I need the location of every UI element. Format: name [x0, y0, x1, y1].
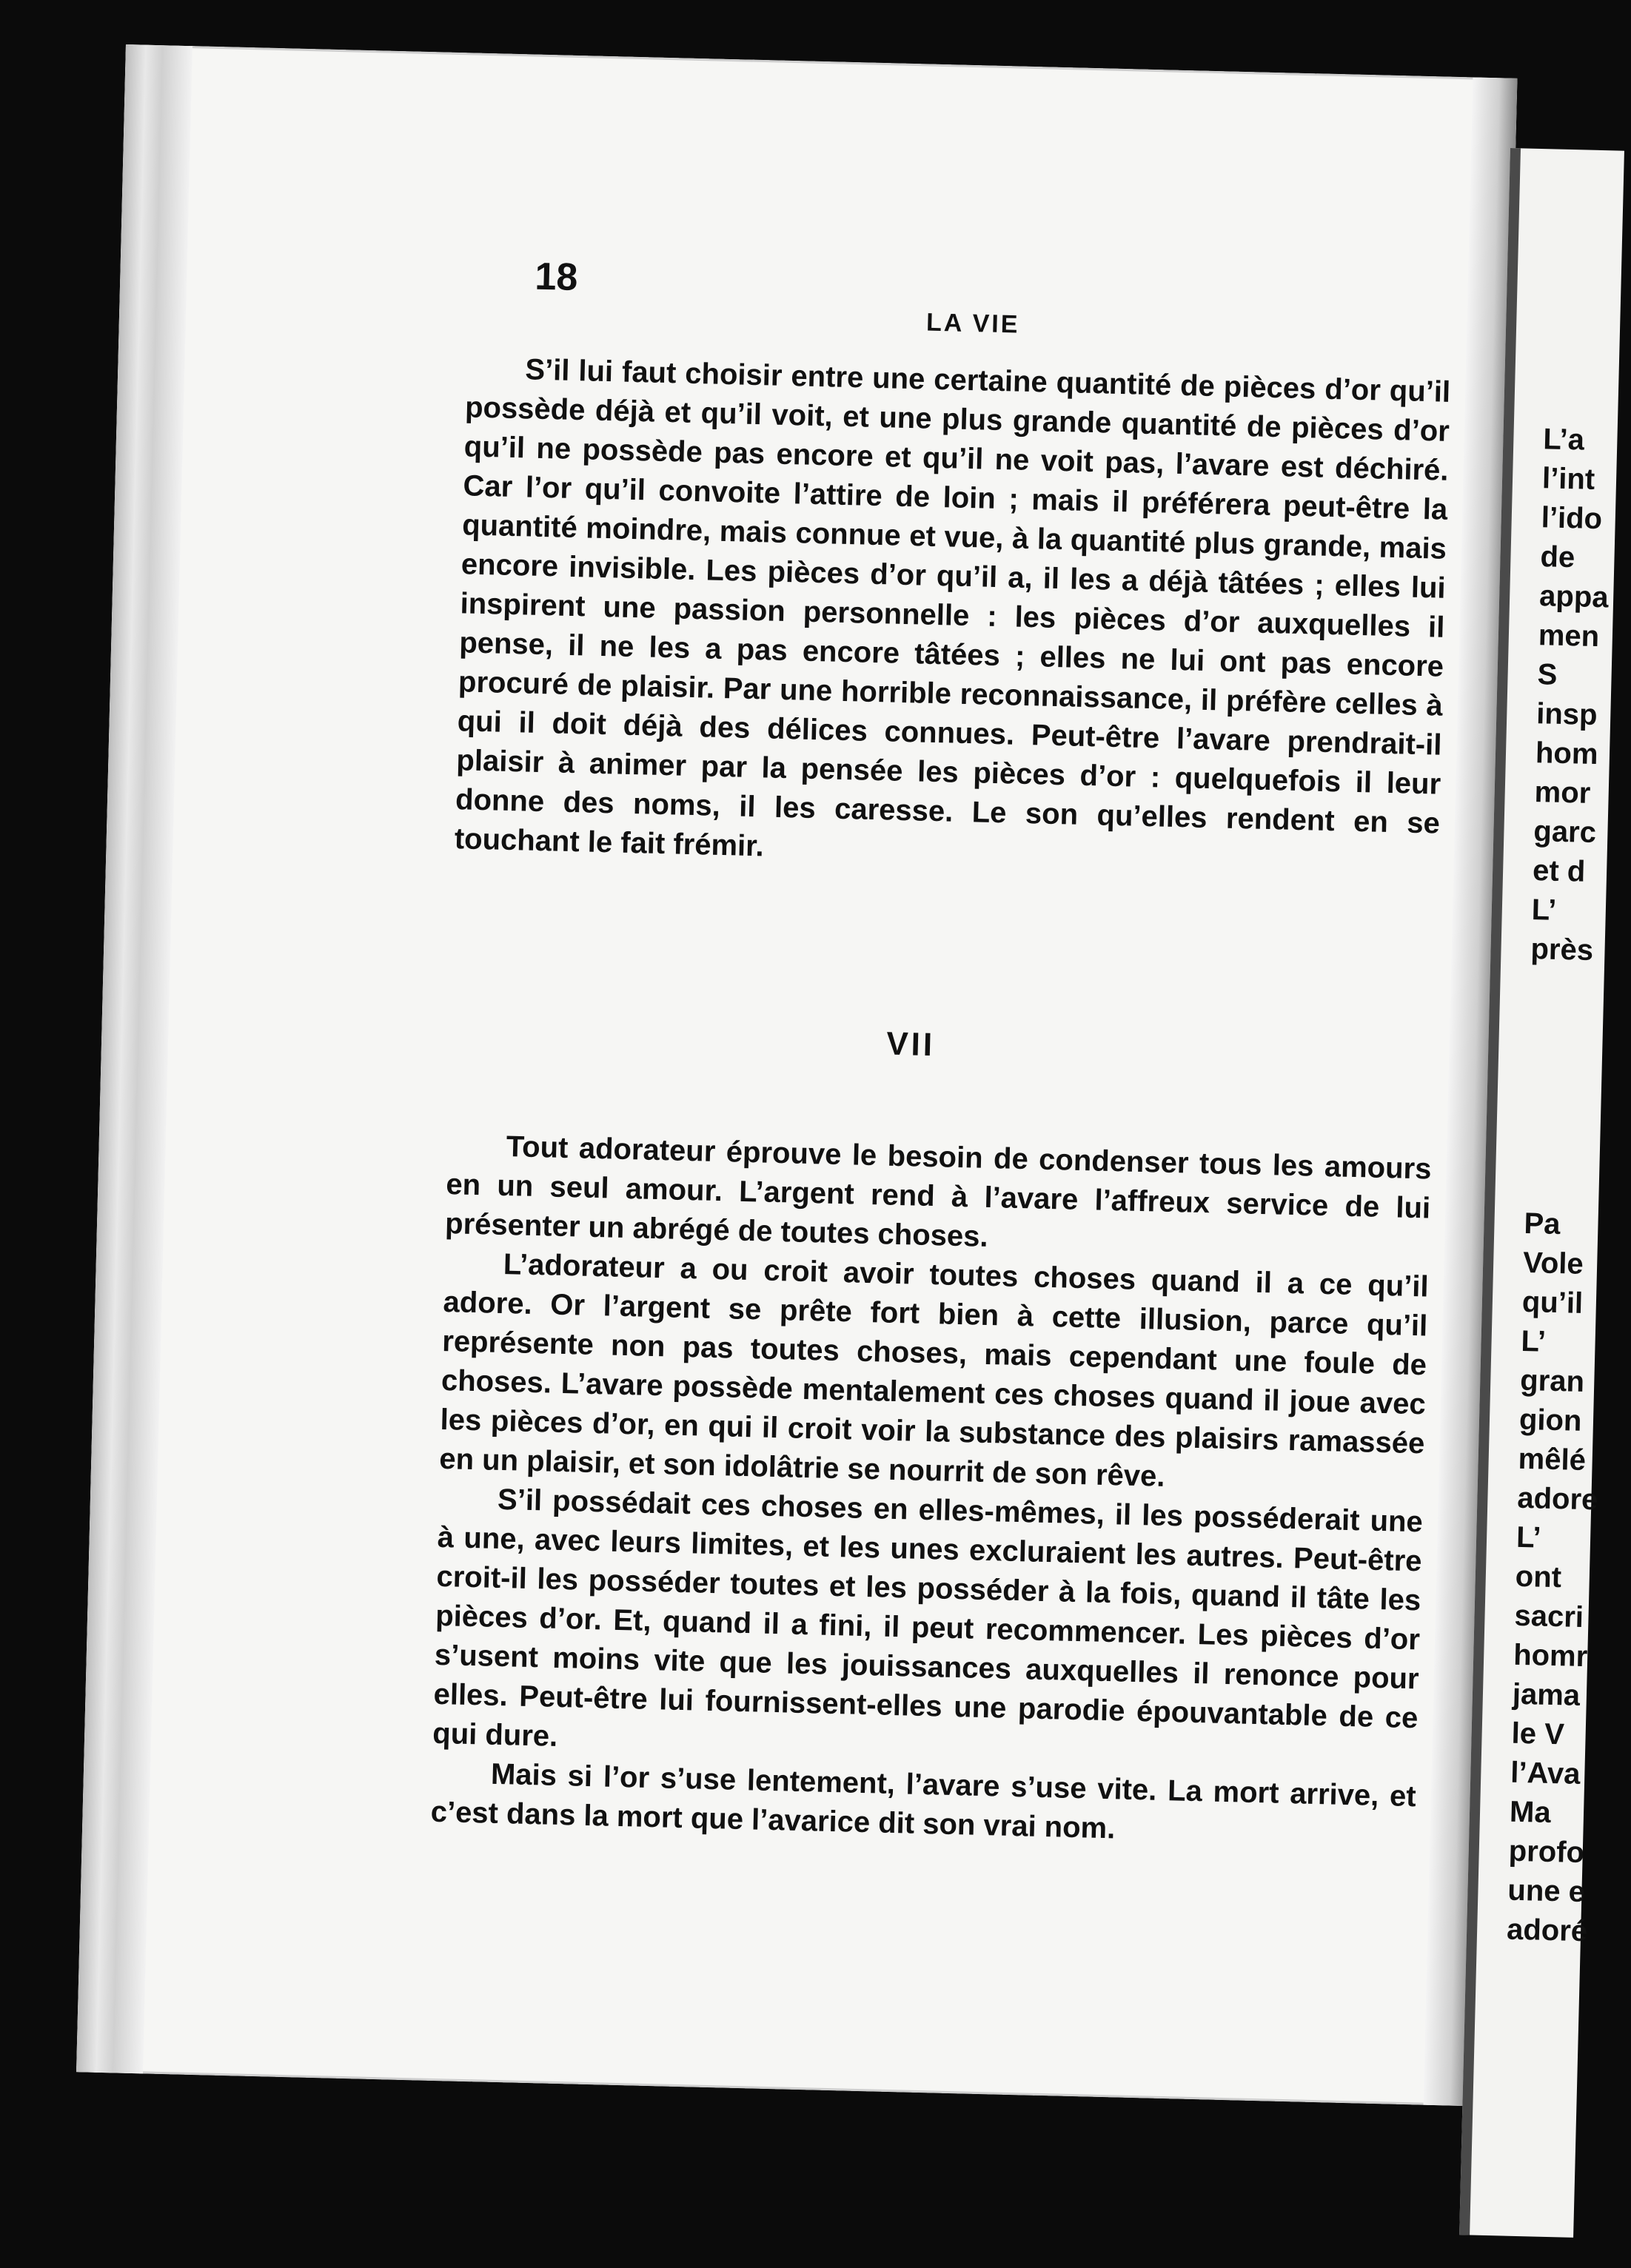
- paragraph: S’il possédait ces choses en elles-mêmes, il les posséderait une à une, avec leurs limites, et les unes excluraient les autres. Peut-être croit-il les posséder toutes et les posséder à la fois, quand il tâte les pièces d’or. Et, quand il a fini, il peut recommencer. Les pièces d’or s’usent moins vite que les jouissances auxquelles il renonce pour elles. Peut-être lui fournissent-elles une parodie épouvantable de ce qui dure.: [432, 1483, 1424, 1753]
- facing-page-line: Ma: [1509, 1795, 1552, 1829]
- text-block-top: [454, 349, 1450, 882]
- facing-page-line: adore: [1516, 1481, 1598, 1517]
- paragraph: L’adorateur a ou croit avoir toutes choses quand il a ce qu’il adore. Or l’argent se prête fort bien à cette illusion, parce qu’il représente non pas toutes choses, mais cependant une foule de choses. L’avare possède mentalement ces choses quand il joue avec les pièces d’or, en qui il croit voir la substance des plaisirs ramassée en un plaisir, et son idolâtrie se nourrit de son rêve.: [438, 1247, 1430, 1493]
- page-edge: [76, 44, 192, 2073]
- facing-page-line: l’Ava: [1510, 1756, 1581, 1791]
- facing-page-line: et d: [1532, 854, 1586, 888]
- facing-page-line: appa: [1538, 580, 1610, 614]
- facing-page-line: ont: [1515, 1560, 1562, 1594]
- facing-page-line: L’: [1516, 1520, 1542, 1554]
- facing-page-line: l’int: [1541, 462, 1595, 496]
- facing-page-line: de: [1539, 540, 1575, 574]
- facing-page-line: garc: [1533, 815, 1597, 850]
- section-heading: VII: [885, 1025, 936, 1064]
- paragraph: Mais si l’or s’use lentement, l’avare s’use vite. La mort arrive, et c’est dans la mort que l’avarice dit son vrai nom.: [430, 1757, 1417, 1845]
- facing-page-text: [1506, 148, 1624, 1948]
- facing-page-line: insp: [1535, 697, 1598, 732]
- facing-page-line: men: [1538, 619, 1600, 654]
- facing-page-line: S: [1537, 658, 1558, 691]
- facing-page-line: adoré: [1506, 1913, 1588, 1948]
- facing-page-line: près: [1530, 933, 1594, 967]
- facing-page-line: le V: [1511, 1717, 1565, 1751]
- facing-page-line: sacri: [1514, 1599, 1584, 1634]
- facing-page-line: qu’il: [1521, 1285, 1584, 1320]
- facing-page-line: L’: [1531, 893, 1557, 927]
- facing-page-line: mor: [1534, 776, 1591, 810]
- running-head: LA VIE: [925, 308, 1020, 339]
- facing-page-line: Vole: [1522, 1246, 1584, 1281]
- text-block-bottom: [430, 1126, 1432, 1856]
- facing-page-line: L’: [1521, 1324, 1547, 1358]
- facing-page-line: mêlé: [1518, 1442, 1587, 1477]
- facing-page-line: jama: [1512, 1677, 1581, 1712]
- paragraph: S’il lui faut choisir entre une certaine quantité de pièces d’or qu’il possède déjà et qu’il voit, et une plus grande quantité de pièces d’or qu’il ne possède pas encore et qu’il ne voit pas, l’avare est déchiré. Car l’or qu’il convoite l’attire de loin ; mais il préférera peut-être la quantité moindre, mais connue et vue, à la quantité plus grande, mais encore invisible. Les pièces d’or qu’il a, il les a déjà tâtées ; elles lui inspirent une passion personnelle : les pièces d’or auxquelles il pense, il ne les a pas encore tâtées ; elles ne lui ont pas encore procuré de plaisir. Par une horrible reconnaissance, il préfère celles à qui il doit déjà des délices connues. Peut-être l’avare prendrait-il plaisir à animer par la pensée les pièces d’or : quelquefois il leur donne des noms, il les caresse. Le son qu’elles rendent en se touchant le fait frémir.: [454, 353, 1451, 863]
- facing-page-line: une e: [1507, 1873, 1586, 1909]
- facing-page-line: L’a: [1542, 423, 1585, 457]
- book-page: [76, 44, 1517, 2106]
- facing-page-line: profo: [1508, 1834, 1585, 1870]
- facing-page-line: gran: [1519, 1363, 1585, 1398]
- facing-page-line: l’ido: [1541, 501, 1603, 536]
- facing-page-line: hom: [1535, 737, 1598, 771]
- paragraph: Tout adorateur éprouve le besoin de condenser tous les amours en un seul amour. L’argent rend à l’avare l’affreux service de lui présenter un abrégé de toutes choses.: [444, 1130, 1432, 1253]
- page-number: 18: [534, 255, 579, 299]
- facing-page-line: gion: [1518, 1403, 1582, 1437]
- facing-page-line: homr: [1513, 1638, 1588, 1674]
- facing-page-line: Pa: [1523, 1207, 1561, 1241]
